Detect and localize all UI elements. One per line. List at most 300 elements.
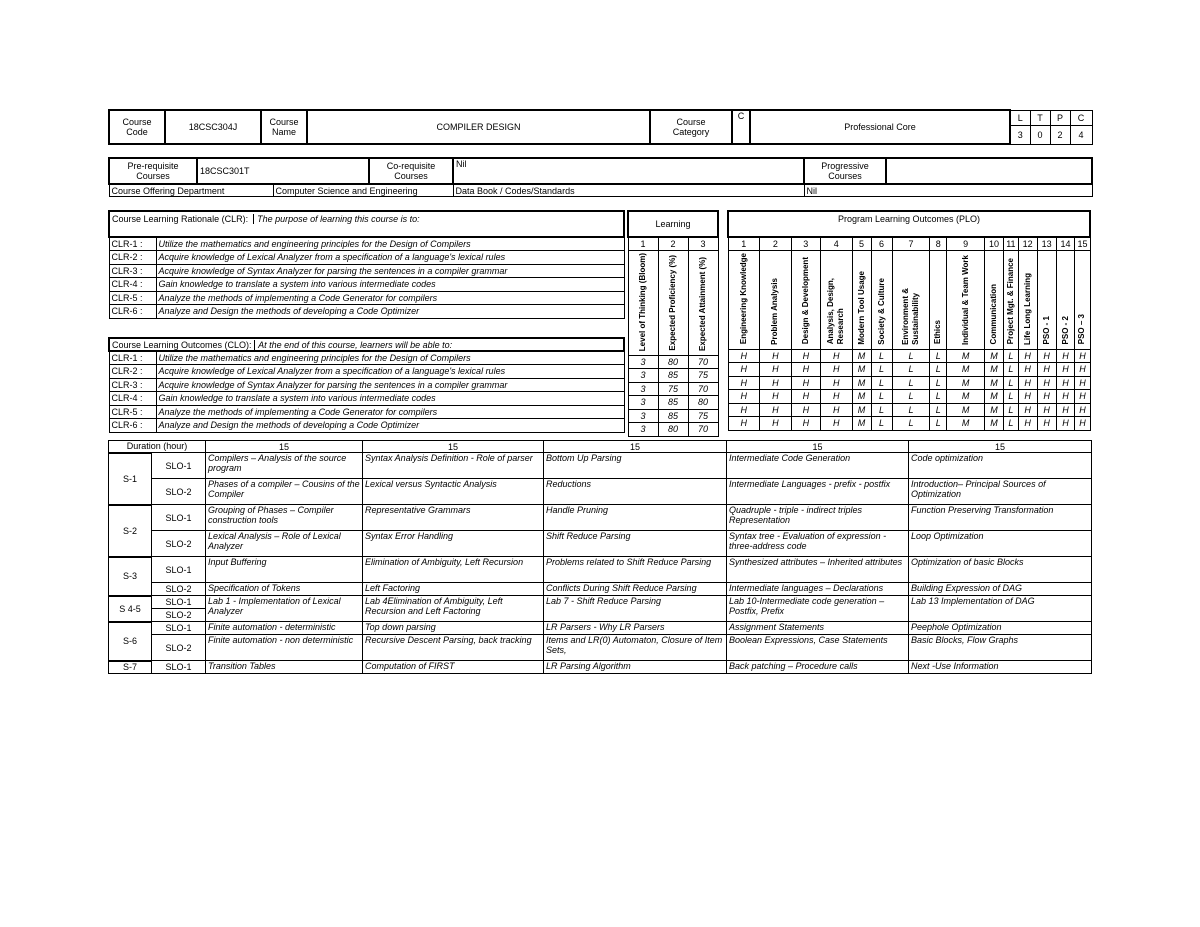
topic-cell: Lexical versus Syntactic Analysis <box>363 479 544 505</box>
department-label: Course Offering Department <box>109 184 273 196</box>
learning-table <box>627 210 719 437</box>
learning-value: 85 <box>658 396 688 410</box>
learning-value-row <box>628 409 718 423</box>
topic-cell: Bottom Up Parsing <box>544 453 727 479</box>
plo-value: H <box>1037 403 1056 417</box>
plo-col-header-text: Society & Culture <box>876 277 886 345</box>
clo-row <box>109 405 624 419</box>
plo-value: H <box>1018 363 1037 377</box>
learning-col-number: 3 <box>688 237 718 250</box>
session-label: S-6 <box>109 622 152 661</box>
topic-cell: Problems related to Shift Reduce Parsing <box>544 557 727 583</box>
plo-value: M <box>947 403 985 417</box>
plo-value: L <box>930 349 947 363</box>
plo-value: H <box>791 417 820 431</box>
plo-value: H <box>1018 417 1037 431</box>
learning-value: 70 <box>688 355 718 369</box>
clo-header <box>109 338 624 351</box>
course-category-label: Course Category <box>650 110 732 144</box>
plo-value: L <box>1004 363 1019 377</box>
plo-value: H <box>728 363 760 377</box>
clr-id: CLR-6 : <box>109 305 156 319</box>
clr-id: CLR-2 : <box>109 251 156 265</box>
plo-value: H <box>1075 390 1090 404</box>
learning-value-row <box>628 396 718 410</box>
plo-col-number: 7 <box>892 237 930 250</box>
plo-col-header <box>871 250 892 349</box>
learning-value: 3 <box>628 369 658 383</box>
plo-col-header <box>760 250 792 349</box>
plo-value: H <box>760 417 792 431</box>
plo-value: H <box>1075 363 1090 377</box>
learning-value: 70 <box>688 382 718 396</box>
plo-value: L <box>930 376 947 390</box>
plo-col-header-text: PSO – 3 <box>1077 314 1087 345</box>
plo-value: H <box>1037 376 1056 390</box>
course-header-table <box>108 109 1093 145</box>
plo-value: L <box>930 403 947 417</box>
plo-col-number: 15 <box>1075 237 1090 250</box>
plo-col-number: 9 <box>947 237 985 250</box>
plo-value: L <box>892 363 930 377</box>
corequisite-label: Co-requisite Courses <box>369 158 453 184</box>
plo-col-header-text: Life Long Learning <box>1022 272 1032 345</box>
session-label: S-3 <box>109 557 152 596</box>
topic-cell: Transition Tables <box>206 661 363 674</box>
plo-value: H <box>791 403 820 417</box>
plo-col-number: 1 <box>728 237 760 250</box>
learning-value: 3 <box>628 355 658 369</box>
topic-cell: Loop Optimization <box>909 531 1092 557</box>
slo-label: SLO-1 <box>152 622 206 635</box>
learning-value: 80 <box>658 423 688 437</box>
plo-value: M <box>985 376 1004 390</box>
learning-value: 75 <box>688 369 718 383</box>
slo-label: SLO-1 <box>152 596 206 609</box>
plo-value: H <box>791 376 820 390</box>
topic-cell: Specification of Tokens <box>206 583 363 596</box>
clo-label: Course Learning Outcomes (CLO): <box>112 339 252 350</box>
plo-col-header <box>985 250 1004 349</box>
topic-cell: Peephole Optimization <box>909 622 1092 635</box>
clr-id: CLR-3 : <box>109 264 156 278</box>
plo-value: L <box>892 376 930 390</box>
plo-value: H <box>791 363 820 377</box>
plo-value: M <box>852 417 871 431</box>
department-value: Computer Science and Engineering <box>273 184 453 196</box>
schedule-row <box>109 596 1092 609</box>
plo-value: H <box>1056 376 1075 390</box>
topic-cell: Lab 7 - Shift Reduce Parsing <box>544 596 727 622</box>
clo-id: CLR-4 : <box>109 392 156 406</box>
course-name-label: Course Name <box>261 110 307 144</box>
clr-id: CLR-5 : <box>109 291 156 305</box>
clo-row <box>109 351 624 365</box>
topic-cell: Items and LR(0) Automaton, Closure of Item Sets, <box>544 635 727 661</box>
slo-label: SLO-1 <box>152 453 206 479</box>
plo-value: H <box>821 403 853 417</box>
prerequisite-table <box>108 157 1093 197</box>
learning-value: 3 <box>628 396 658 410</box>
topic-cell: Conflicts During Shift Reduce Parsing <box>544 583 727 596</box>
plo-col-header <box>1075 250 1090 349</box>
plo-value: M <box>947 349 985 363</box>
clr-text: Acquire knowledge of Syntax Analyzer for parsing the sentences in a compiler grammar <box>156 264 624 278</box>
databook-value: Nil <box>804 184 1092 196</box>
schedule-table <box>108 440 1092 674</box>
topic-cell: Reductions <box>544 479 727 505</box>
session-label: S-7 <box>109 661 152 674</box>
clo-row <box>109 365 624 379</box>
plo-value-row <box>728 376 1090 390</box>
duration-label: Duration (hour) <box>109 441 206 453</box>
learning-col-header <box>628 250 658 355</box>
topic-cell: Representative Grammars <box>363 505 544 531</box>
plo-value: H <box>760 390 792 404</box>
plo-value: M <box>852 390 871 404</box>
learning-value: 75 <box>688 409 718 423</box>
plo-col-header-text: Design & Development <box>800 257 810 345</box>
topic-cell: Building Expression of DAG <box>909 583 1092 596</box>
plo-value: H <box>1018 403 1037 417</box>
plo-value: M <box>852 363 871 377</box>
plo-col-header-text: PSO - 1 <box>1041 316 1051 345</box>
plo-value: H <box>1037 417 1056 431</box>
learning-title: Learning <box>628 211 718 237</box>
topic-cell: LR Parsing Algorithm <box>544 661 727 674</box>
session-label: S 4-5 <box>109 596 152 622</box>
corequisite-value: Nil <box>453 158 804 184</box>
clr-row <box>109 291 624 305</box>
plo-value: H <box>1075 376 1090 390</box>
plo-value-row <box>728 417 1090 431</box>
plo-value-row <box>728 403 1090 417</box>
topic-cell: Introduction– Principal Sources of Optimization <box>909 479 1092 505</box>
slo-label: SLO-1 <box>152 557 206 583</box>
clr-text: Utilize the mathematics and engineering principles for the Design of Compilers <box>156 237 624 251</box>
learning-value: 75 <box>658 382 688 396</box>
plo-value: L <box>1004 403 1019 417</box>
topic-cell: Computation of FIRST <box>363 661 544 674</box>
plo-value: M <box>947 390 985 404</box>
plo-value: H <box>1056 349 1075 363</box>
topic-cell: Left Factoring <box>363 583 544 596</box>
clr-row <box>109 237 624 251</box>
learning-value-row <box>628 355 718 369</box>
plo-value: H <box>1037 349 1056 363</box>
learning-col-header-text: Expected Attainment (%) <box>698 256 707 351</box>
schedule-row <box>109 583 1092 596</box>
ltpc-label-l: L <box>1010 110 1030 126</box>
plo-col-header <box>930 250 947 349</box>
plo-col-header <box>1037 250 1056 349</box>
plo-value-row <box>728 390 1090 404</box>
plo-value: H <box>728 403 760 417</box>
plo-value: M <box>985 417 1004 431</box>
plo-value: H <box>760 349 792 363</box>
plo-value: L <box>930 390 947 404</box>
clo-intro: At the end of this course, learners will be able to: <box>254 340 452 350</box>
slo-label: SLO-2 <box>152 583 206 596</box>
plo-value: H <box>1056 390 1075 404</box>
topic-cell: Boolean Expressions, Case Statements <box>727 635 909 661</box>
schedule-row <box>109 453 1092 479</box>
clo-row <box>109 378 624 392</box>
clo-text: Acquire knowledge of Lexical Analyzer from a specification of a language's lexical rules <box>156 365 624 379</box>
plo-value: M <box>852 376 871 390</box>
learning-value: 70 <box>688 423 718 437</box>
learning-col-number: 1 <box>628 237 658 250</box>
plo-value: L <box>1004 390 1019 404</box>
learning-col-header <box>688 250 718 355</box>
topic-cell: LR Parsers - Why LR Parsers <box>544 622 727 635</box>
schedule-row <box>109 479 1092 505</box>
clr-row <box>109 264 624 278</box>
topic-cell: Finite automation - deterministic <box>206 622 363 635</box>
schedule-row <box>109 622 1092 635</box>
topic-cell: Syntax tree - Evaluation of expression - three-address code <box>727 531 909 557</box>
plo-value: M <box>947 417 985 431</box>
plo-value: L <box>1004 417 1019 431</box>
learning-value: 80 <box>688 396 718 410</box>
topic-cell: Syntax Analysis Definition - Role of parser <box>363 453 544 479</box>
slo-label: SLO-2 <box>152 635 206 661</box>
schedule-row <box>109 557 1092 583</box>
plo-value: M <box>985 403 1004 417</box>
duration-hours: 15 <box>544 441 727 453</box>
plo-value: H <box>1056 417 1075 431</box>
plo-col-header <box>947 250 985 349</box>
clo-text: Analyze and Design the methods of developing a Code Optimizer <box>156 419 624 433</box>
plo-col-header-text: Project Mgt. & Finance <box>1005 258 1015 345</box>
plo-col-number: 12 <box>1018 237 1037 250</box>
plo-col-header <box>892 250 930 349</box>
plo-col-header-text: Ethics <box>933 320 943 345</box>
clr-text: Gain knowledge to translate a system into various intermediate codes <box>156 278 624 292</box>
learning-value: 3 <box>628 423 658 437</box>
clo-text: Utilize the mathematics and engineering principles for the Design of Compilers <box>156 351 624 365</box>
course-code: 18CSC304J <box>165 110 261 144</box>
plo-col-header <box>791 250 820 349</box>
clr-intro: The purpose of learning this course is to: <box>253 214 420 224</box>
topic-cell: Basic Blocks, Flow Graphs <box>909 635 1092 661</box>
plo-value: L <box>892 390 930 404</box>
learning-value-row <box>628 382 718 396</box>
clo-id: CLR-2 : <box>109 365 156 379</box>
clr-row <box>109 251 624 265</box>
plo-title: Program Learning Outcomes (PLO) <box>728 211 1090 237</box>
topic-cell: Lab 4Elimination of Ambiguity, Left Recursion and Left Factoring <box>363 596 544 622</box>
clr-id: CLR-1 : <box>109 237 156 251</box>
plo-value: H <box>1018 390 1037 404</box>
plo-value: H <box>1075 349 1090 363</box>
topic-cell: Lab 13 Implementation of DAG <box>909 596 1092 622</box>
clo-id: CLR-5 : <box>109 405 156 419</box>
plo-value: L <box>871 363 892 377</box>
topic-cell: Top down parsing <box>363 622 544 635</box>
plo-value: L <box>871 376 892 390</box>
ltpc-value-p: 2 <box>1050 126 1070 144</box>
plo-value: M <box>985 390 1004 404</box>
plo-value: H <box>1037 390 1056 404</box>
plo-value: H <box>760 403 792 417</box>
prerequisite-label: Pre-requisite Courses <box>109 158 197 184</box>
topic-cell: Intermediate languages – Declarations <box>727 583 909 596</box>
clr-text: Acquire knowledge of Lexical Analyzer from a specification of a language's lexical rules <box>156 251 624 265</box>
learning-col-header-text: Expected Proficiency (%) <box>668 255 677 351</box>
plo-col-header <box>1004 250 1019 349</box>
plo-col-header-text: Environment & Sustainability <box>900 287 920 345</box>
plo-col-number: 8 <box>930 237 947 250</box>
plo-value: L <box>892 403 930 417</box>
plo-value: H <box>791 390 820 404</box>
topic-cell: Quadruple - triple - indirect triples Representation <box>727 505 909 531</box>
plo-value-row <box>728 363 1090 377</box>
clr-row <box>109 305 624 319</box>
topic-cell: Lab 1 - Implementation of Lexical Analyzer <box>206 596 363 622</box>
slo-label: SLO-2 <box>152 479 206 505</box>
clr-clo-table <box>108 210 625 433</box>
plo-value: L <box>930 363 947 377</box>
plo-col-number: 6 <box>871 237 892 250</box>
clo-row <box>109 392 624 406</box>
plo-value: H <box>821 417 853 431</box>
learning-value: 3 <box>628 382 658 396</box>
plo-col-number: 10 <box>985 237 1004 250</box>
topic-cell: Intermediate Code Generation <box>727 453 909 479</box>
plo-value: H <box>791 349 820 363</box>
plo-col-header <box>852 250 871 349</box>
ltpc-value-c: 4 <box>1070 126 1092 144</box>
prerequisite-value: 18CSC301T <box>197 158 369 184</box>
progressive-value <box>886 158 1092 184</box>
plo-col-header <box>1056 250 1075 349</box>
topic-cell: Shift Reduce Parsing <box>544 531 727 557</box>
topic-cell: Assignment Statements <box>727 622 909 635</box>
plo-value: H <box>821 363 853 377</box>
ltpc-value-t: 0 <box>1030 126 1050 144</box>
schedule-row <box>109 661 1092 674</box>
plo-value: H <box>821 390 853 404</box>
ltpc-value-l: 3 <box>1010 126 1030 144</box>
plo-col-number: 11 <box>1004 237 1019 250</box>
topic-cell: Input Buffering <box>206 557 363 583</box>
learning-value: 85 <box>658 369 688 383</box>
learning-value-row <box>628 369 718 383</box>
plo-col-number: 13 <box>1037 237 1056 250</box>
plo-value: H <box>728 349 760 363</box>
plo-value: L <box>1004 349 1019 363</box>
plo-value: M <box>852 349 871 363</box>
schedule-row <box>109 635 1092 661</box>
topic-cell: Elimination of Ambiguity, Left Recursion <box>363 557 544 583</box>
topic-cell: Intermediate Languages - prefix - postfix <box>727 479 909 505</box>
learning-value: 3 <box>628 409 658 423</box>
plo-value: L <box>1004 376 1019 390</box>
slo-label: SLO-1 <box>152 505 206 531</box>
course-category-code: C <box>732 110 750 144</box>
plo-col-header-text: Engineering Knowledge <box>738 253 748 345</box>
plo-value: M <box>985 363 1004 377</box>
ltpc-label-t: T <box>1030 110 1050 126</box>
databook-label: Data Book / Codes/Standards <box>453 184 804 196</box>
clo-id: CLR-3 : <box>109 378 156 392</box>
clo-row <box>109 419 624 433</box>
topic-cell: Function Preserving Transformation <box>909 505 1092 531</box>
topic-cell: Compilers – Analysis of the source program <box>206 453 363 479</box>
plo-col-header-text: Analysis, Design, Research <box>826 278 846 345</box>
schedule-row <box>109 505 1092 531</box>
plo-value: H <box>1037 363 1056 377</box>
plo-col-header-text: Modern Tool Usage <box>856 270 866 345</box>
plo-col-number: 2 <box>760 237 792 250</box>
session-label: S-1 <box>109 453 152 505</box>
plo-value-row <box>728 349 1090 363</box>
plo-value: H <box>1056 363 1075 377</box>
clr-header <box>109 211 624 237</box>
progressive-label: Progressive Courses <box>804 158 886 184</box>
plo-value: L <box>871 349 892 363</box>
course-name: COMPILER DESIGN <box>307 110 650 144</box>
plo-col-number: 3 <box>791 237 820 250</box>
ltpc-label-p: P <box>1050 110 1070 126</box>
plo-col-header <box>1018 250 1037 349</box>
topic-cell: Lexical Analysis – Role of Lexical Analyzer <box>206 531 363 557</box>
plo-value: H <box>1075 403 1090 417</box>
topic-cell: Synthesized attributes – Inherited attributes <box>727 557 909 583</box>
plo-value: L <box>871 390 892 404</box>
clr-row <box>109 278 624 292</box>
course-code-label: Course Code <box>109 110 165 144</box>
plo-value: M <box>947 363 985 377</box>
plo-value: H <box>760 376 792 390</box>
plo-col-header-text: PSO - 2 <box>1060 316 1070 345</box>
slo-label: SLO-2 <box>152 531 206 557</box>
clo-id: CLR-6 : <box>109 419 156 433</box>
topic-cell: Lab 10-Intermediate code generation – Postfix, Prefix <box>727 596 909 622</box>
plo-value: M <box>947 376 985 390</box>
plo-value: H <box>1075 417 1090 431</box>
plo-value: L <box>892 417 930 431</box>
topic-cell: Grouping of Phases – Compiler construction tools <box>206 505 363 531</box>
plo-col-number: 5 <box>852 237 871 250</box>
clr-spacer <box>109 318 624 338</box>
duration-hours: 15 <box>727 441 909 453</box>
plo-value: H <box>1056 403 1075 417</box>
clr-text: Analyze the methods of implementing a Code Generator for compilers <box>156 291 624 305</box>
topic-cell: Optimization of basic Blocks <box>909 557 1092 583</box>
clr-text: Analyze and Design the methods of developing a Code Optimizer <box>156 305 624 319</box>
plo-value: H <box>1018 349 1037 363</box>
session-label: S-2 <box>109 505 152 557</box>
plo-value: L <box>930 417 947 431</box>
plo-value: H <box>821 349 853 363</box>
duration-hours: 15 <box>206 441 363 453</box>
clo-text: Gain knowledge to translate a system into various intermediate codes <box>156 392 624 406</box>
learning-col-number: 2 <box>658 237 688 250</box>
plo-col-header-text: Individual & Team Work <box>960 254 970 345</box>
topic-cell: Handle Pruning <box>544 505 727 531</box>
topic-cell: Syntax Error Handling <box>363 531 544 557</box>
plo-value: M <box>852 403 871 417</box>
course-category: Professional Core <box>750 110 1010 144</box>
plo-value: H <box>760 363 792 377</box>
plo-value: H <box>728 390 760 404</box>
learning-value: 85 <box>658 409 688 423</box>
plo-col-number: 14 <box>1056 237 1075 250</box>
plo-table <box>727 210 1091 431</box>
learning-col-header-text: Level of Thinking (Bloom) <box>638 252 647 351</box>
